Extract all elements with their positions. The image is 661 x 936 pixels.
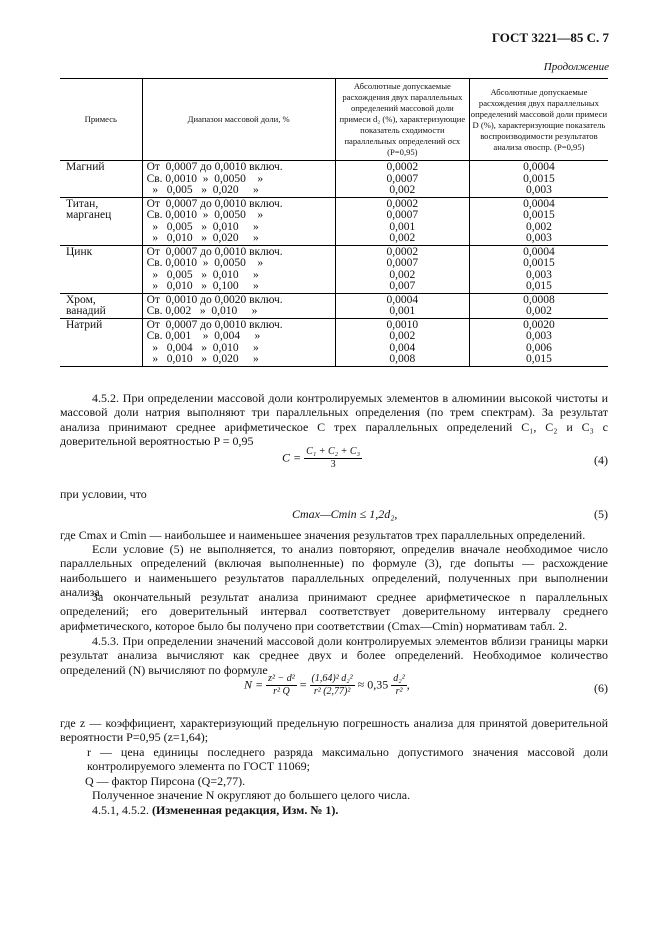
element-line: ванадий bbox=[66, 305, 106, 317]
D-line: 0,0015 bbox=[523, 209, 555, 221]
D-line: 0,0015 bbox=[523, 257, 555, 269]
cell-d2 bbox=[335, 161, 469, 198]
eq4-number: (4) bbox=[594, 453, 608, 467]
where-r: r — цена единицы последнего разряда максимально допустимого значения массовой доли контролируемого элемента по ГОСТ 11069; bbox=[87, 745, 608, 774]
ranges-line: От 0,0010 до 0,0020 включ. bbox=[146, 293, 283, 306]
equation-4 bbox=[282, 446, 362, 471]
eq4-lhs: C = bbox=[282, 450, 302, 465]
cell-ranges bbox=[142, 245, 335, 293]
para-rounding: Полученное значение N округляют до большего целого числа. bbox=[92, 788, 411, 802]
ranges-line: » 0,010 » 0,100 » bbox=[146, 280, 259, 292]
equation-5: Cmax—Cmin ≤ 1,2d₂, bbox=[292, 507, 398, 521]
D-line: 0,002 bbox=[526, 220, 552, 233]
D-line: 0,003 bbox=[526, 232, 552, 244]
cell-element bbox=[60, 197, 142, 245]
d2-line: 0,004 bbox=[389, 341, 416, 354]
changed-note: (Измененная редакция, Изм. № 1). bbox=[152, 803, 339, 817]
eq6-approx: ≈ 0,35 bbox=[357, 677, 389, 692]
D-line: 0,0015 bbox=[523, 172, 555, 185]
cell-ranges bbox=[142, 161, 335, 198]
D-line: 0,006 bbox=[526, 341, 552, 354]
element-line: марганец bbox=[66, 209, 112, 221]
d2-line: 0,002 bbox=[389, 184, 416, 196]
element-line: Цинк bbox=[66, 245, 93, 258]
eq6-frac1-den: r² Q bbox=[273, 686, 290, 697]
ranges-line: Св. 0,0010 » 0,0050 » bbox=[146, 257, 264, 269]
eq6-number: (6) bbox=[594, 681, 608, 695]
eq6-frac3-den: r² bbox=[395, 686, 403, 697]
cell-d2 bbox=[335, 197, 469, 245]
D-line: 0,002 bbox=[526, 305, 552, 317]
cell-element bbox=[60, 293, 142, 318]
cell-d2 bbox=[335, 318, 469, 366]
eq6-lhs: N = bbox=[244, 677, 264, 692]
d2-line: 0,008 bbox=[389, 353, 416, 365]
ranges-line: Св. 0,0010 » 0,0050 » bbox=[146, 209, 264, 221]
ranges-line: » 0,005 » 0,020 » bbox=[146, 184, 259, 196]
ranges-line: » 0,010 » 0,020 » bbox=[146, 353, 259, 365]
d2-line: 0,007 bbox=[389, 280, 416, 292]
ranges-line: » 0,005 » 0,010 » bbox=[146, 220, 259, 233]
table-row bbox=[60, 293, 608, 318]
col-header-impurity: Примесь bbox=[60, 79, 142, 161]
table-row bbox=[60, 197, 608, 245]
cell-d2 bbox=[335, 245, 469, 293]
where-z: где z — коэффициент, характеризующий предельную погрешность анализа для принятой доверительной вероятности P=0,95 (z=1,64); bbox=[60, 716, 608, 745]
changed-ref: 4.5.1, 4.5.2. bbox=[92, 803, 149, 817]
table-row bbox=[60, 161, 608, 198]
d2-line: 0,002 bbox=[389, 330, 416, 342]
D-line: 0,0004 bbox=[523, 197, 555, 210]
d2-line: 0,002 bbox=[389, 232, 416, 244]
cell-ranges bbox=[142, 197, 335, 245]
eq6-frac2-num: (1,64)² d₂² bbox=[311, 673, 353, 684]
cell-element bbox=[60, 318, 142, 366]
cell-D bbox=[469, 161, 608, 198]
where-cmax-cmin: где Cmax и Cmin — наибольшее и наименьшее значения результатов трех параллельных определений. bbox=[60, 528, 586, 542]
ranges-line: » 0,005 » 0,010 » bbox=[146, 268, 259, 281]
cell-D bbox=[469, 293, 608, 318]
d2-line: 0,0007 bbox=[386, 257, 419, 269]
col-header-range: Диапазон массовой доли, % bbox=[142, 79, 335, 161]
d2-line: 0,0002 bbox=[386, 161, 419, 173]
ranges-line: От 0,0007 до 0,0010 включ. bbox=[146, 161, 283, 173]
ranges-line: Св. 0,0010 » 0,0050 » bbox=[146, 172, 264, 185]
ranges-line: » 0,004 » 0,010 » bbox=[146, 341, 259, 354]
eq4-numerator: C₁ + C₂ + C₃ bbox=[306, 446, 361, 457]
where-q: Q — фактор Пирсона (Q=2,77). bbox=[85, 774, 246, 788]
d2-line: 0,0010 bbox=[386, 318, 419, 331]
D-line: 0,015 bbox=[526, 280, 552, 292]
col-header-d2: Абсолютные допускаемые расхождения двух параллельных определений массовой доли примеси d₂ (%), характеризующие показатель сходимости параллельных определений σсх (P=0,95) bbox=[335, 79, 469, 161]
element-line: Натрий bbox=[66, 318, 103, 331]
para-repeat: Если условие (5) не выполняется, то анализ повторяют, определив вначале необходимое число параллельных определений (включая выполненные) по формуле (3), где dопыты — расхождение наибольшего и наименьшего результатов параллельных определений, полученных при выполнении анализа. bbox=[60, 542, 608, 599]
ranges-line: От 0,0007 до 0,0010 включ. bbox=[146, 318, 283, 331]
D-line: 0,0008 bbox=[523, 293, 555, 306]
element-line: Титан, bbox=[66, 197, 99, 210]
condition-text: при условии, что bbox=[60, 487, 147, 501]
table-continuation-label: Продолжение bbox=[543, 61, 609, 73]
para-changed-edition bbox=[60, 803, 608, 817]
d2-line: 0,0004 bbox=[386, 293, 419, 306]
d2-line: 0,002 bbox=[389, 268, 416, 281]
D-line: 0,015 bbox=[526, 353, 552, 365]
d2-line: 0,0007 bbox=[386, 172, 419, 185]
cell-D bbox=[469, 197, 608, 245]
D-line: 0,0004 bbox=[523, 161, 555, 173]
eq4-denominator: 3 bbox=[330, 459, 336, 470]
cell-element bbox=[60, 245, 142, 293]
cell-D bbox=[469, 245, 608, 293]
table-row bbox=[60, 318, 608, 366]
cell-element bbox=[60, 161, 142, 198]
eq6-frac3-num: d₂² bbox=[393, 673, 405, 684]
ranges-line: Св. 0,001 » 0,004 » bbox=[146, 330, 261, 342]
ranges-line: Св. 0,002 » 0,010 » bbox=[146, 305, 258, 317]
para-4-5-2: 4.5.2. При определении массовой доли контролируемых элементов в алюминии высокой чистоты и массовой доли натрия выполняют три параллельных определения (по трем спектрам). За результат анализа принимают среднее арифметическое C трех параллельных определений C₁, C₂ и C₃ с доверительной вероятностью P = 0,95 bbox=[60, 391, 608, 448]
D-line: 0,0020 bbox=[523, 318, 555, 331]
d2-line: 0,001 bbox=[389, 220, 416, 233]
cell-ranges bbox=[142, 318, 335, 366]
cell-ranges bbox=[142, 293, 335, 318]
D-line: 0,003 bbox=[526, 184, 552, 196]
ranges-line: » 0,010 » 0,020 » bbox=[146, 232, 259, 244]
D-line: 0,0004 bbox=[523, 245, 555, 258]
para-4-5-3: 4.5.3. При определении значений массовой доли контролируемых элементов вблизи границы марки результат анализа вычисляют как среднее двух и более определений. Необходимое количество определений (N) вычисляют по формуле bbox=[60, 634, 608, 677]
D-line: 0,003 bbox=[526, 268, 552, 281]
ranges-line: От 0,0007 до 0,0010 включ. bbox=[146, 245, 283, 258]
cell-d2 bbox=[335, 293, 469, 318]
tolerance-table bbox=[60, 78, 608, 367]
element-line: Магний bbox=[66, 161, 105, 173]
d2-line: 0,0002 bbox=[386, 245, 419, 258]
d2-line: 0,001 bbox=[389, 305, 416, 317]
cell-D bbox=[469, 318, 608, 366]
table-row bbox=[60, 245, 608, 293]
page-header: ГОСТ 3221—85 С. 7 bbox=[491, 30, 609, 45]
eq6-frac2-den: r² (2,77)² bbox=[313, 686, 351, 697]
ranges-line: От 0,0007 до 0,0010 включ. bbox=[146, 197, 283, 210]
col-header-D: Абсолютные допускаемые расхождения двух параллельных определений массовой доли примеси D (%), характеризующие показатель воспроизводимости результатов анализа σвоспр. (P=0,95) bbox=[469, 79, 608, 161]
D-line: 0,003 bbox=[526, 330, 552, 342]
d2-line: 0,0002 bbox=[386, 197, 419, 210]
equation-6: N = $\frac{\text{z² − d²}}{\text{r² Q}}$ = $\frac{\text{(1,64)² d₂²}}{\text{r² (2,77)²}}$ ≈ 0,35 $\frac{\text{d₂²}}{\text{r²}}$ , bbox=[244, 673, 410, 697]
eq5-number: (5) bbox=[594, 507, 608, 521]
eq6-frac1-num: z² − d² bbox=[268, 673, 295, 684]
element-line: Хром, bbox=[66, 293, 96, 306]
d2-line: 0,0007 bbox=[386, 209, 419, 221]
para-final-result: За окончательный результат анализа принимают среднее арифметическое n параллельных определений; его доверительный интервал соответствует доверительному интервалу среднего арифметического, которое было бы получено при соответствии (Cmax—Cmin) нормативам табл. 2. bbox=[60, 590, 608, 633]
